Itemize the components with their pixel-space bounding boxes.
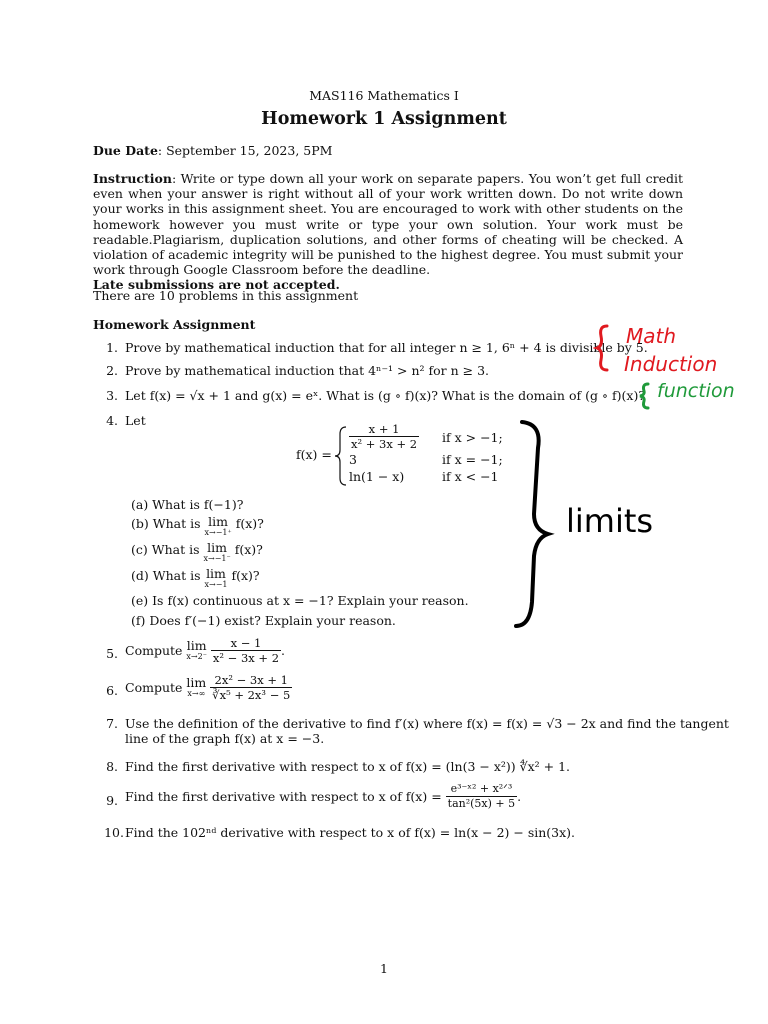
problem-count: There are 10 problems in this assignment: [93, 288, 359, 303]
problem-5-numerator: x − 1: [211, 636, 281, 651]
problem-2-number: 2.: [106, 363, 118, 378]
problem-9-prefix: Find the first derivative with respect to x of f(x) =: [125, 789, 442, 804]
problem-4-number: 4.: [106, 413, 118, 428]
case-1-fraction: [349, 422, 419, 451]
instruction-block: [93, 171, 683, 293]
subquestion-b-limit-sub: x→−1⁺: [204, 528, 232, 537]
problem-3-text: Let f(x) = √x + 1 and g(x) = eˣ. What is (g ∘ f)(x)? What is the domain of (g ∘ f)(x)?: [125, 388, 646, 403]
problem-5-limit-sub: x→2⁻: [186, 651, 207, 661]
late-policy: Late submissions are not accepted.: [93, 277, 340, 293]
annotation-limits: limits: [566, 502, 654, 540]
subquestion-a: (a) What is f(−1)?: [131, 497, 244, 512]
problem-5-prefix: Compute: [125, 643, 183, 658]
problem-5-denominator: x² − 3x + 2: [212, 651, 280, 665]
subquestion-b-prefix: (b) What is: [131, 516, 201, 531]
problem-5-expression: [125, 636, 285, 665]
annotation-math: Math: [626, 324, 677, 348]
due-date: [93, 143, 332, 158]
problem-9-number: 9.: [106, 793, 118, 808]
section-heading: Homework Assignment: [93, 317, 256, 332]
problem-6-lim: lim: [186, 674, 207, 690]
problem-5-period: .: [281, 643, 286, 658]
subquestion-d-limit-sub: x→−1: [204, 580, 228, 589]
problem-8-number: 8.: [106, 759, 118, 774]
problem-6-limit-sub: x→∞: [187, 688, 206, 698]
red-brace-annotation: [593, 322, 623, 374]
problem-7-line-2: line of the graph f(x) at x = −3.: [125, 731, 325, 746]
problem-6-prefix: Compute: [125, 680, 183, 695]
problem-6-denominator: ∛x⁵ + 2x³ − 5: [212, 688, 291, 702]
subquestion-e: (e) Is f(x) continuous at x = −1? Explain your reason.: [131, 593, 469, 608]
piecewise-fx: f(x) =: [296, 447, 332, 462]
subquestion-c-lim: lim: [207, 540, 228, 555]
problem-4-intro: Let: [125, 413, 146, 428]
problem-1-text: Prove by mathematical induction that for all integer n ≥ 1, 6ⁿ + 4 is divisible by 5.: [125, 340, 648, 355]
case-2-condition: if x = −1;: [442, 452, 503, 467]
problem-1-number: 1.: [106, 340, 118, 355]
problem-3-number: 3.: [106, 388, 118, 403]
problem-10-text: Find the 102ⁿᵈ derivative with respect to x of f(x) = ln(x − 2) − sin(3x).: [125, 825, 576, 840]
subquestion-d-suffix: f(x)?: [231, 568, 260, 583]
subquestion-d-prefix: (d) What is: [131, 568, 201, 583]
problem-10-number: 10.: [104, 825, 124, 840]
subquestion-c-limit-sub: x→−1⁻: [203, 554, 231, 563]
annotation-induction: Induction: [624, 352, 718, 376]
problem-9-period: .: [517, 789, 522, 804]
problem-9-denominator: tan²(5x) + 5: [447, 797, 516, 810]
due-date-label: Due Date: [93, 143, 158, 158]
problem-2-text: Prove by mathematical induction that 4ⁿ⁻¹ > n² for n ≥ 3.: [125, 363, 490, 378]
problem-7-line-1: Use the definition of the derivative to find f′(x) where f(x) = f(x) = √3 − 2x and find the tangent: [125, 716, 729, 731]
problem-7-number: 7.: [106, 716, 118, 731]
instruction-text: : Write or type down all your work on separate papers. You won’t get full credit even when your answer is right without all of your work written down. Do not write down your works in this assignment sheet. You are encouraged to work with other students on the homework however you must write or type your own solution. Your work must be readable.Plagiarism, duplication solutions, and other forms of cheating will be checked. A violation of academic integrity will be punished to the highest degree. You must submit your work through Google Classroom before the deadline.: [93, 171, 683, 278]
case-1-condition: if x > −1;: [442, 430, 503, 445]
green-brace-annotation: [636, 382, 656, 410]
subquestion-d: [131, 568, 260, 590]
annotation-function: function: [657, 380, 735, 402]
problem-5-number: 5.: [106, 646, 118, 661]
case-1-denominator: x² + 3x + 2: [351, 437, 418, 451]
case-1-numerator: x + 1: [349, 422, 419, 437]
problem-5-lim: lim: [186, 637, 207, 653]
subquestion-c-suffix: f(x)?: [234, 542, 263, 557]
due-date-text: : September 15, 2023, 5PM: [157, 143, 333, 158]
subquestion-c-prefix: (c) What is: [131, 542, 200, 557]
instruction-label: Instruction: [93, 171, 172, 186]
problem-9-expression: [125, 782, 521, 811]
problem-6-numerator: 2x² − 3x + 1: [210, 673, 292, 688]
problem-8-text: Find the first derivative with respect to x of f(x) = (ln(3 − x²)) ∜x² + 1.: [125, 759, 570, 774]
case-2-value: 3: [349, 452, 357, 467]
problem-6-expression: [125, 673, 292, 702]
case-3-condition: if x < −1: [442, 469, 499, 484]
page-title: Homework 1 Assignment: [261, 109, 507, 129]
problem-6-number: 6.: [106, 683, 118, 698]
subquestion-b-lim: lim: [208, 514, 229, 529]
subquestion-d-lim: lim: [206, 566, 226, 581]
case-3-value: ln(1 − x): [349, 469, 405, 484]
subquestion-c: [131, 542, 263, 564]
page-number: 1: [380, 961, 388, 976]
subquestion-f: (f) Does f′(−1) exist? Explain your reason.: [131, 613, 396, 628]
piecewise-brace: [334, 426, 348, 486]
problem-9-numerator: e³⁻ˣ² + x²ᐟ³: [446, 782, 517, 797]
subquestion-b: [131, 516, 264, 538]
black-brace-annotation: [508, 418, 556, 632]
subquestion-b-suffix: f(x)?: [235, 516, 264, 531]
course-name: MAS116 Mathematics I: [309, 88, 459, 103]
